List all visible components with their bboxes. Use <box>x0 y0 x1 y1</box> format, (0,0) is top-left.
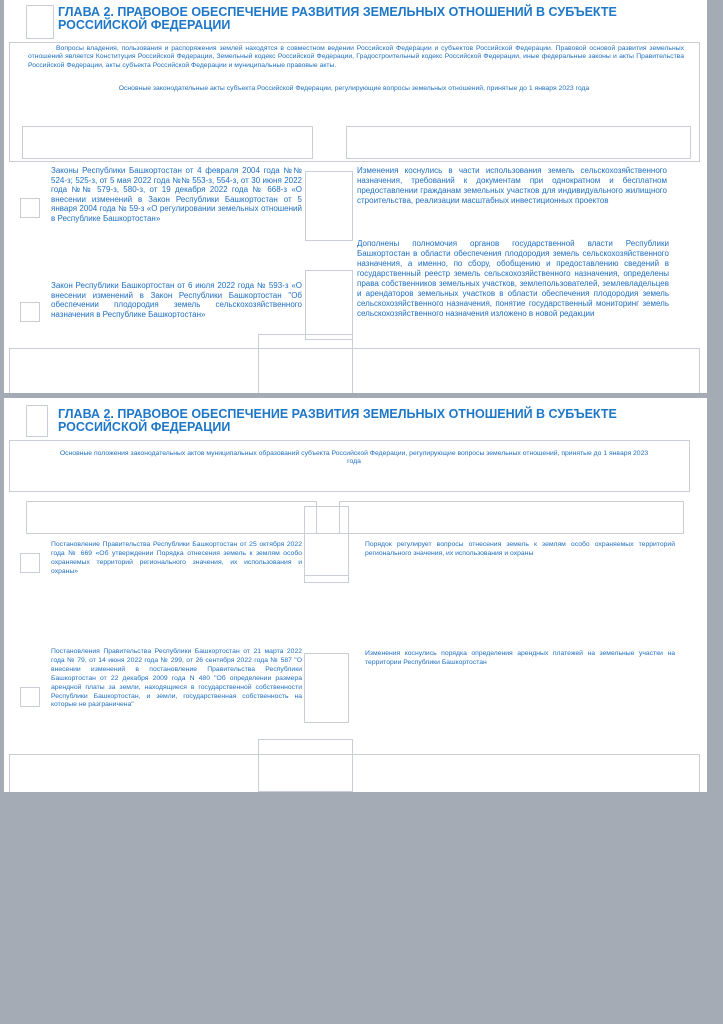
column-header-right <box>346 126 691 159</box>
row-marker-2 <box>20 687 40 707</box>
row1-left-text: Постановление Правительства Республики Башкортостан от 25 октября 2022 года № 669 «Об утверждении Порядка отнесения земель к землям особо охраняемых территорий регионального значения, их использования и охраны» <box>51 541 302 575</box>
row-marker-2 <box>20 302 40 322</box>
column-header-right <box>339 501 684 534</box>
bottom-frame <box>9 754 700 792</box>
row-marker-1 <box>20 553 40 573</box>
bottom-frame <box>9 348 700 393</box>
row1-connector-box <box>305 171 353 241</box>
row2-left-text: Постановления Правительства Республики Башкортостан от 21 марта 2022 года № 79, от 14 июня 2022 года № 299, от 26 сентября 2022 года № 587 "О внесении изменений в постановление Правительства Республики Башкортостан от 22 декабря 2009 года N 480 "Об определении размера арендной платы за земли, находящиеся в государственной собственности Республики Башкортостан, и земли, государственная собственность на которые не разграничена" <box>51 648 302 709</box>
bottom-decor-box <box>258 739 353 792</box>
column-header-left <box>22 126 313 159</box>
title-decor-box <box>26 405 48 437</box>
row2-connector-box <box>305 270 353 340</box>
row1-connector-box <box>304 533 349 583</box>
column-header-left <box>26 501 317 534</box>
section-subheading: Основные законодательные акты субъекта Российской Федерации, регулирующие вопросы земельных отношений, принятые до 1 января 2023 года <box>118 85 590 92</box>
slide-1 <box>4 0 707 393</box>
title-decor-box <box>26 5 54 39</box>
bottom-decor-box <box>258 334 353 393</box>
row2-connector-box <box>304 653 349 723</box>
row1-right-text: Изменения коснулись в части использования земель сельскохозяйственного назначения, требований к документам при однократном и бесплатном предоставлении гражданам земельных участков для индивидуального жилищного строительства, реализации масштабных инвестиционных проектов <box>357 166 667 205</box>
row1-left-text: Законы Республики Башкортостан от 4 февраля 2004 года №№ 524-з; 525-з, от 5 мая 2022 года №№ 553-з, 554-з, от 30 июня 2022 года №№ 579-з, 580-з, от 19 декабря 2022 года № 668-з «О внесении изменений в Закон Республики Башкортостан от 5 января 2004 года № 59-з «О регулировании земельных отношений в Республике Башкортостан» <box>51 166 302 223</box>
intro-text: Вопросы владения, пользования и распоряжения землей находятся в совместном ведении Российской Федерации и субъектов Российской Федерации. Правовой основой развития земельных отношений является Конституция Российской Федерации, Земельный кодекс Российской Федерации, Градостроительный кодекс Российской Федерации, иные федеральные законы и акты Правительства Российской Федерации, акты субъекта Российской Федерации и муниципальные правовые акты. <box>28 45 684 69</box>
row2-right-text: Изменения коснулись порядка определения арендных платежей на земельные участки на территории Республики Башкортостан <box>365 650 675 666</box>
section-subheading: Основные положения законодательных актов муниципальных образований субъекта Российской Федерации, регулирующие вопросы земельных отношений, принятые до 1 января 2023 года <box>59 450 649 466</box>
row1-right-text: Порядок регулирует вопросы отнесения земель к землям особо охраняемых территорий регионального значения, их использования и охраны <box>365 541 675 557</box>
slide-title: ГЛАВА 2. ПРАВОВОЕ ОБЕСПЕЧЕНИЕ РАЗВИТИЯ ЗЕМЕЛЬНЫХ ОТНОШЕНИЙ В СУБЪЕКТЕ РОССИЙСКОЙ ФЕДЕРАЦИИ <box>58 5 617 32</box>
row2-right-text: Дополнены полномочия органов государственной власти Республики Башкортостан в области обеспечения плодородия земель сельскохозяйственного назначения, а именно, по сбору, обобщению и предоставлению сведений в государственный реестр земель сельскохозяйственного назначения, определены права собственников земельных участков, землепользователей, землевладельцев и арендаторов земельных участков в области обеспечения плодородия земель сельскохозяйственного назначения, понятие государственный мониторинг земель сельскохозяйственного назначения изложено в новой редакции <box>357 239 669 318</box>
slide-2 <box>4 398 707 792</box>
row2-left-text: Закон Республики Башкортостан от 6 июля 2022 года № 593-з «О внесении изменений в Закон Республики Башкортостан "Об обеспечении плодородия земель сельскохозяйственного назначения в Республике Башкортостан» <box>51 281 302 319</box>
slide-title: ГЛАВА 2. ПРАВОВОЕ ОБЕСПЕЧЕНИЕ РАЗВИТИЯ ЗЕМЕЛЬНЫХ ОТНОШЕНИЙ В СУБЪЕКТЕ РОССИЙСКОЙ ФЕДЕРАЦИИ <box>58 407 617 434</box>
row-marker-1 <box>20 198 40 218</box>
